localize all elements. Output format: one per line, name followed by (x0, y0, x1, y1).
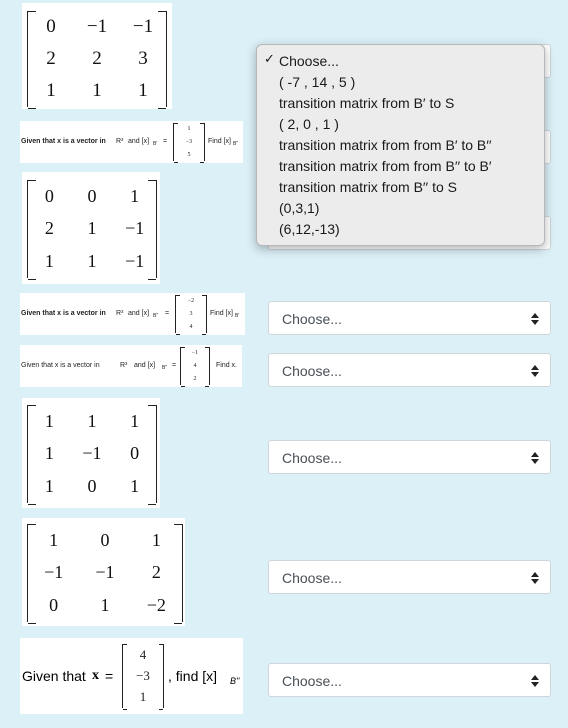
matrix-1-cell: −1 (86, 16, 108, 37)
matrix-3-cell: 0 (87, 185, 97, 206)
question-6-matrix-image (22, 398, 160, 508)
answer-select-5-value: Choose... (282, 363, 342, 379)
matrix-7-cell: 1 (49, 529, 59, 550)
question-4-sub: B'' (153, 313, 159, 319)
matrix-3 (27, 180, 157, 278)
answer-select-7[interactable] (268, 560, 551, 594)
matrix-3-cell: 1 (87, 251, 97, 272)
answer-select-8-value: Choose... (282, 673, 342, 689)
matrix-6-cell: 1 (44, 476, 54, 497)
matrix-7-cell: 2 (151, 562, 161, 583)
answer-select-4-value: Choose... (282, 311, 342, 327)
question-4-space: R³ (116, 310, 124, 317)
matrix-6-cell: 0 (87, 476, 97, 497)
question-8-prefix: Given that (22, 668, 86, 684)
question-5-sub: B'' (162, 365, 168, 371)
matrix-6-cell: 1 (44, 410, 54, 431)
dropdown-option[interactable]: transition matrix from B′ to S (279, 95, 455, 111)
question-5-vector (180, 347, 210, 385)
matrix-6-cell: −1 (82, 443, 102, 464)
matrix-1-cell: 2 (92, 48, 102, 69)
matrix-7-cell: −2 (146, 595, 166, 616)
matrix-7 (27, 524, 183, 622)
select-arrows-icon (531, 570, 539, 586)
answer-select-4[interactable] (268, 301, 551, 335)
question-8-x: x (92, 668, 99, 683)
select-arrows-icon (531, 673, 539, 689)
question-4-eq: = (165, 310, 170, 317)
question-2-suffix: Find [x] (208, 138, 231, 145)
question-8-suffix: , find [x] (168, 668, 218, 684)
select-arrows-icon (531, 311, 539, 327)
vector-entry: −2 (187, 298, 195, 305)
answer-select-6[interactable] (268, 440, 551, 474)
vector-entry: 4 (189, 323, 193, 330)
question-8-text-image (20, 638, 243, 714)
question-4-sub2: B' (235, 313, 240, 319)
question-5-suffix: Find x. (216, 362, 238, 369)
matrix-6-cell: 1 (87, 410, 97, 431)
question-2-text-image (20, 121, 243, 163)
matrix-3-cell: 1 (130, 185, 140, 206)
question-2-eq: = (163, 138, 168, 145)
matrix-6-cell: 1 (130, 476, 140, 497)
answer-select-8[interactable] (268, 663, 551, 697)
matrix-1-cell: 0 (46, 16, 56, 37)
matrix-3-cell: 0 (44, 185, 54, 206)
matrix-3-cell: −1 (125, 251, 145, 272)
checkmark-icon: ✓ (264, 51, 275, 66)
question-3-matrix-image (22, 172, 160, 284)
vector-entry: 3 (189, 310, 193, 317)
question-2-sub: B' (153, 141, 158, 147)
dropdown-option[interactable]: (6,12,-13) (279, 221, 340, 237)
matrix-6 (27, 405, 157, 503)
question-5-text-image (20, 345, 242, 387)
matrix-7-cell: 0 (49, 595, 59, 616)
question-8-eq: = (105, 668, 114, 684)
question-4-vector (175, 295, 207, 333)
matrix-7-cell: 1 (100, 595, 110, 616)
matrix-3-cell: 1 (87, 218, 97, 239)
question-8-sub: B'' (230, 676, 240, 686)
answer-select-6-value: Choose... (282, 450, 342, 466)
dropdown-option[interactable]: transition matrix from from B′′ to B′ (279, 158, 492, 174)
vector-entry: 4 (139, 646, 147, 662)
dropdown-option[interactable]: (0,3,1) (279, 200, 320, 216)
matrix-1-cell: 2 (46, 48, 56, 69)
dropdown-option[interactable]: transition matrix from B′′ to S (279, 179, 457, 195)
matrix-3-cell: −1 (125, 218, 145, 239)
matrix-1-cell: 1 (138, 80, 148, 101)
question-1-matrix-image (22, 3, 172, 109)
matrix-1-cell: 1 (92, 80, 102, 101)
vector-entry: −3 (136, 667, 150, 683)
select-arrows-icon (531, 363, 539, 379)
matrix-1-cell: 3 (138, 48, 148, 69)
question-5-prefix: Given that x is a vector in (21, 362, 100, 369)
matrix-1 (27, 11, 167, 107)
question-5-space: R³ (120, 362, 128, 369)
question-2-mid: and [x] (128, 138, 150, 145)
vector-entry: −3 (185, 138, 193, 145)
question-4-suffix: Find [x] (210, 310, 233, 317)
vector-entry: 1 (187, 126, 191, 133)
answer-select-5[interactable] (268, 353, 551, 387)
matrix-7-cell: −1 (95, 562, 115, 583)
matrix-1-cell: −1 (132, 16, 154, 37)
matrix-7-cell: −1 (44, 562, 64, 583)
question-2-space: R³ (116, 138, 124, 145)
select-dropdown-menu (256, 44, 545, 246)
vector-entry: 4 (193, 362, 197, 369)
question-4-prefix: Given that x is a vector in (21, 310, 106, 317)
question-2-vector (173, 123, 205, 161)
matrix-7-cell: 0 (100, 529, 110, 550)
matrix-6-cell: 0 (130, 443, 140, 464)
dropdown-option[interactable]: ( -7 , 14 , 5 ) (279, 74, 356, 90)
select-arrows-icon (531, 450, 539, 466)
dropdown-option[interactable]: Choose... (279, 53, 339, 69)
matrix-6-cell: 1 (44, 443, 54, 464)
question-5-mid: and [x] (134, 362, 156, 369)
vector-entry: 2 (193, 375, 197, 382)
vector-entry: 5 (187, 151, 191, 158)
question-4-text-image (20, 293, 245, 335)
question-2-sub2: B'' (233, 141, 239, 147)
dropdown-option[interactable]: transition matrix from from B′ to B′′ (279, 137, 492, 153)
vector-entry: 1 (139, 689, 147, 705)
matrix-7-cell: 1 (151, 529, 161, 550)
matrix-3-cell: 1 (44, 251, 54, 272)
answer-select-7-value: Choose... (282, 570, 342, 586)
question-2-prefix: Given that x is a vector in (21, 138, 106, 145)
vector-entry: −1 (191, 350, 199, 357)
question-7-matrix-image (22, 518, 185, 626)
matrix-1-cell: 1 (46, 80, 56, 101)
question-4-mid: and [x] (128, 310, 150, 317)
matrix-3-cell: 2 (44, 218, 54, 239)
question-5-eq: = (172, 362, 177, 369)
question-8-vector (122, 644, 164, 708)
matrix-6-cell: 1 (130, 410, 140, 431)
dropdown-option[interactable]: ( 2, 0 , 1 ) (279, 116, 339, 132)
